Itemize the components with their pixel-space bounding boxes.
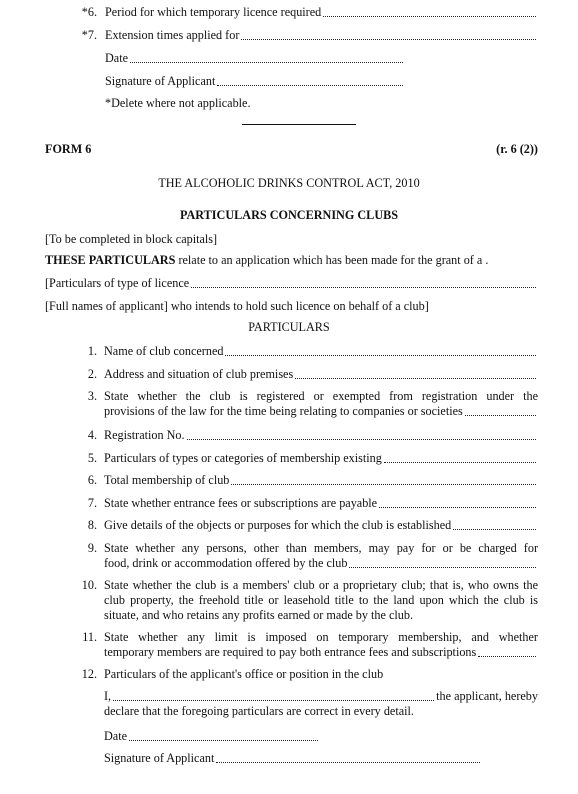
- particulars-heading: PARTICULARS: [248, 320, 330, 334]
- these-particulars-line: [45, 253, 539, 268]
- top-date-label: Date: [105, 51, 129, 65]
- item-number: 12.: [81, 667, 97, 681]
- section-divider: [242, 124, 356, 125]
- bottom-date-label: Date: [104, 729, 128, 743]
- item-number: 3.: [87, 389, 97, 403]
- bottom-signature-field: [104, 751, 482, 766]
- form-label: FORM 6: [45, 142, 92, 156]
- particulars-type-field: [45, 276, 538, 291]
- item-9-fill-line[interactable]: [349, 567, 536, 568]
- bottom-date-fill-line[interactable]: [129, 740, 318, 741]
- item-1-fill-line[interactable]: [225, 355, 536, 356]
- item-text-line-1: State whether any persons, other than members, may pay for or be charged for: [104, 541, 538, 555]
- item-text: Give details of the objects or purposes for which the club is established: [104, 518, 452, 532]
- top-item-7-fill-line[interactable]: [241, 39, 536, 40]
- declaration-line-2: declare that the foregoing particulars are correct in every detail.: [104, 704, 414, 718]
- item-2-fill-line[interactable]: [295, 378, 536, 379]
- form-title: PARTICULARS CONCERNING CLUBS: [179, 208, 399, 222]
- item-number: 4.: [87, 428, 97, 442]
- item-number: 5.: [87, 451, 97, 465]
- item-7-fill-line[interactable]: [379, 507, 536, 508]
- item-number: 2.: [87, 367, 97, 381]
- item-number: 1.: [87, 344, 97, 358]
- declaration-prefix: I,: [104, 689, 112, 703]
- item-number: 6.: [87, 473, 97, 487]
- top-item-7-marker: *7.: [81, 28, 97, 42]
- item-text-line-1: State whether the club is registered or exempted from registration under the: [104, 389, 538, 403]
- top-signature-label: Signature of Applicant: [105, 74, 216, 88]
- item-text-line-2: temporary members are required to pay both entrance fees and subscriptions: [104, 645, 477, 659]
- item-number: 10.: [81, 578, 97, 592]
- item-5-fill-line[interactable]: [384, 462, 536, 463]
- item-text: Total membership of club: [104, 473, 230, 487]
- top-signature-field: [105, 74, 405, 89]
- item-text: State whether entrance fees or subscriptions are payable: [104, 496, 378, 510]
- item-number: 11.: [82, 630, 97, 644]
- these-particulars-bold: THESE PARTICULARS: [45, 253, 176, 267]
- top-item-6-label: Period for which temporary licence required: [105, 5, 322, 19]
- item-number: 8.: [87, 518, 97, 532]
- item-text: Address and situation of club premises: [104, 367, 294, 381]
- particulars-type-fill-line[interactable]: [191, 287, 536, 288]
- item-3-fill-line[interactable]: [465, 415, 536, 416]
- applicant-name-fill-line[interactable]: [113, 700, 434, 701]
- item-text: Particulars of types or categories of membership existing: [104, 451, 382, 465]
- top-signature-fill-line[interactable]: [217, 85, 403, 86]
- top-date-field: [105, 51, 405, 66]
- delete-note: *Delete where not applicable.: [105, 96, 251, 110]
- item-text: Name of club concerned: [104, 344, 224, 358]
- these-particulars-rest: relate to an application which has been made for the grant of a .: [178, 253, 489, 267]
- item-text-line-1: State whether any limit is imposed on temporary membership, and whether: [104, 630, 538, 644]
- item-8-fill-line[interactable]: [453, 529, 536, 530]
- rule-reference: (r. 6 (2)): [496, 142, 538, 156]
- item-text-line-2: provisions of the law for the time being relating to companies or societies: [104, 404, 463, 418]
- top-item-6-marker: *6.: [81, 5, 97, 19]
- bottom-signature-label: Signature of Applicant: [104, 751, 215, 765]
- item-number: 9.: [87, 541, 97, 555]
- item-text: Particulars of the applicant's office or position in the club: [104, 667, 384, 681]
- particulars-type-label: [Particulars of type of licence: [45, 276, 190, 290]
- item-text: Registration No.: [104, 428, 185, 442]
- item-text-line-2: food, drink or accommodation offered by the club: [104, 556, 348, 570]
- declaration-suffix: the applicant, hereby: [436, 689, 538, 703]
- full-names-line: [Full names of applicant] who intends to hold such licence on behalf of a club]: [45, 299, 429, 313]
- act-title: THE ALCOHOLIC DRINKS CONTROL ACT, 2010: [158, 176, 420, 190]
- item-6-fill-line[interactable]: [231, 484, 536, 485]
- item-11-fill-line[interactable]: [478, 656, 536, 657]
- item-4-fill-line[interactable]: [187, 439, 536, 440]
- declaration-line-1: [104, 689, 538, 704]
- top-date-fill-line[interactable]: [130, 62, 403, 63]
- item-text: State whether the club is a members' club or a proprietary club; that is, who owns the club property, the freehold title or leasehold title to the land upon which the club is situate, and who retains any profits earned or made by the club.: [104, 578, 538, 622]
- top-item-6-fill-line[interactable]: [323, 16, 536, 17]
- bottom-date-field: [104, 729, 320, 744]
- item-number: 7.: [87, 496, 97, 510]
- bottom-signature-fill-line[interactable]: [216, 762, 480, 763]
- top-item-7-label: Extension times applied for: [105, 28, 240, 42]
- block-capitals-note: [To be completed in block capitals]: [45, 232, 218, 246]
